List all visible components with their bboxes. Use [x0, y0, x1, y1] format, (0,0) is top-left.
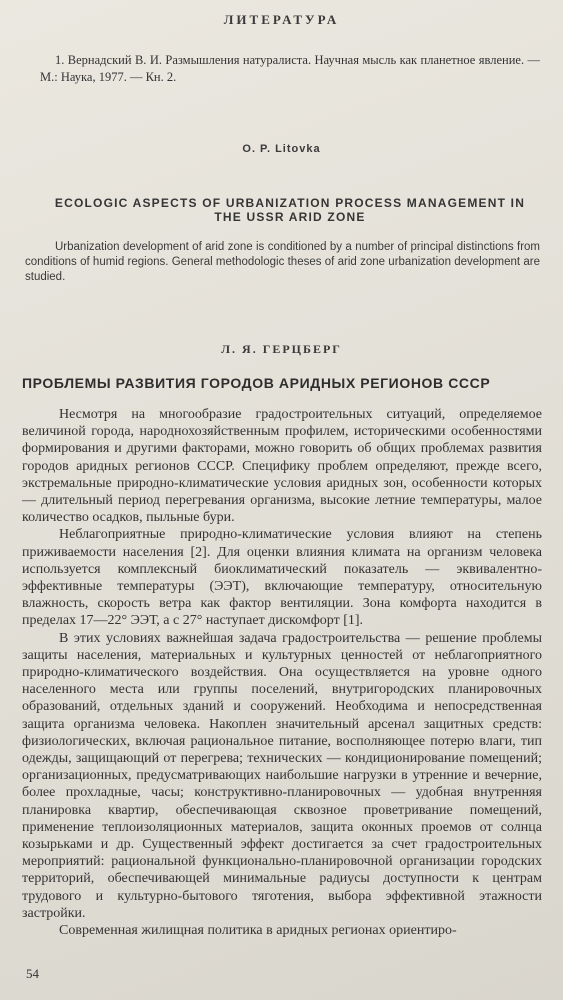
- russian-article-body: [22, 406, 542, 939]
- body-paragraph: Неблагоприятные природно-климатические условия влияют на степень приживаемости населения [2]. Для оценки влияния климата на организм человека используется комплексный биоклиматический показатель — эквивалентно-эффективные температуры (ЭЭТ), включающие температуру, относительную влажность, скорость ветра как фактор вентиляции. Зона комфорта находится в пределах 17—22° ЭЭТ, а с 27° наступает дискомфорт [1].: [22, 527, 542, 629]
- body-paragraph: В этих условиях важнейшая задача градостроительства — решение проблемы защиты населения, материальных и культурных ценностей от неблагоприятного природно-климатического воздействия. Она осуществляется на уровне одного населенного места или группы поселений, внутригородских планировочных образований, отдельных зданий и сооружений. Необходима и непосредственная защита организма человека. Накоплен значительный арсенал защитных средств: физиологических, включая рациональное питание, восполняющее потерю влаги, тип одежды, защищающий от перегрева; технических — кондиционирование помещений; организационных, предусматривающих наибольшие нагрузки в утренние и вечерние, более прохладные, часы; конструктивно-планировочных — удобная внутренняя планировка квартир, обеспечивающая сквозное проветривание помещений, применение теплоизоляционных материалов, защита оконных проемов от солнца козырьками и др. Существенный эффект достигается за счет градостроительных мероприятий: рациональной функционально-планировочной организации городских территорий, обеспечивающей минимальные радиусы доступности к центрам трудового и культурно-бытового тяготения, выбора эффективной этажности застройки.: [22, 630, 542, 921]
- russian-article-author: Л. Я. ГЕРЦБЕРГ: [221, 342, 342, 356]
- page-number: 54: [26, 966, 39, 981]
- reference-item: 1. Вернадский В. И. Размышления натуралиста. Научная мысль как планетное явление. — М.: Наука, 1977. — Кн. 2.: [40, 53, 540, 84]
- english-article-author: O. P. Litovka: [242, 143, 321, 155]
- russian-article-title: ПРОБЛЕМЫ РАЗВИТИЯ ГОРОДОВ АРИДНЫХ РЕГИОНОВ СССР: [22, 375, 491, 391]
- body-paragraph: Несмотря на многообразие градостроительных ситуаций, определяемое величиной города, народнохозяйственным профилем, историческими особенностями формирования и другими факторами, можно говорить об общих проблемах развития городов аридных регионов СССР. Специфику проблем определяют, прежде всего, экстремальные природно-климатические условия аридных зон, особенности которых— длительный период перегревания организма, высокие летние температуры, малое количество осадков, пыльные бури.: [22, 407, 542, 526]
- body-paragraph: Современная жилищная политика в аридных регионах ориентиро-: [59, 923, 457, 939]
- english-article-title: ECOLOGIC ASPECTS OF URBANIZATION PROCESS MANAGEMENT IN THE USSR ARID ZONE: [54, 196, 526, 224]
- english-article-abstract: Urbanization development of arid zone is conditioned by a number of principal distinctions from conditions of humid regions. General methodologic theses of arid zone urbanization development are studied.: [25, 241, 540, 283]
- references-heading: ЛИТЕРАТУРА: [223, 12, 340, 27]
